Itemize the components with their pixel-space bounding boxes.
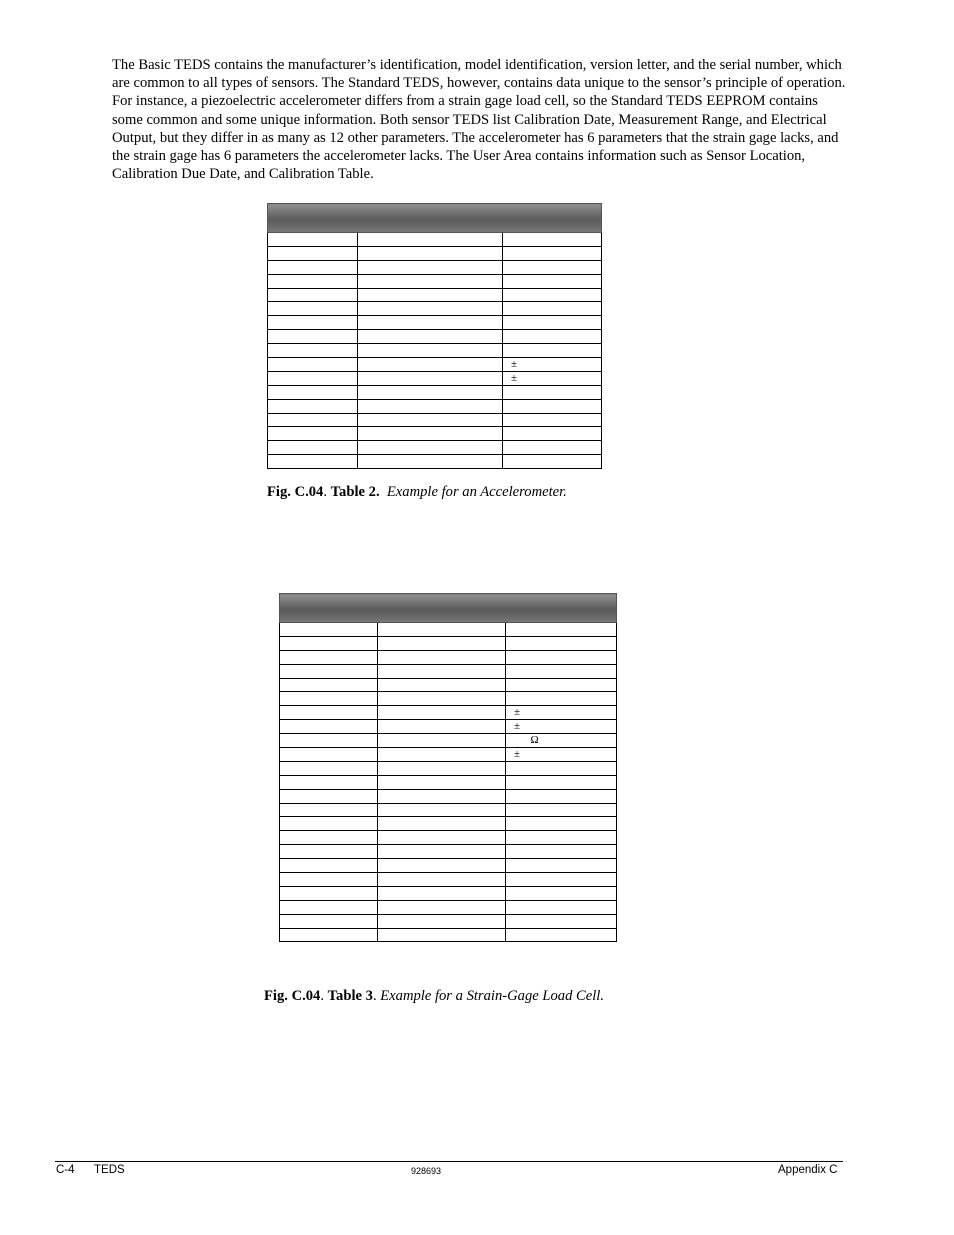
table-row bbox=[268, 274, 602, 288]
table-cell bbox=[280, 734, 378, 748]
table-cell bbox=[506, 928, 617, 942]
table-cell bbox=[378, 803, 506, 817]
table-cell bbox=[378, 859, 506, 873]
table-cell bbox=[378, 720, 506, 734]
table-cell bbox=[268, 441, 358, 455]
table-cell bbox=[280, 886, 378, 900]
table-cell bbox=[503, 302, 602, 316]
table-row bbox=[280, 664, 617, 678]
table-cell bbox=[503, 274, 602, 288]
table-cell bbox=[280, 650, 378, 664]
table-row bbox=[268, 330, 602, 344]
table-cell bbox=[280, 678, 378, 692]
table-cell bbox=[280, 623, 378, 637]
table-row bbox=[280, 623, 617, 637]
table-cell bbox=[503, 260, 602, 274]
table-cell bbox=[358, 385, 503, 399]
table-cell bbox=[268, 413, 358, 427]
caption-separator: . bbox=[372, 988, 381, 1004]
table-cell bbox=[280, 748, 378, 762]
footer-doc-number: 928693 bbox=[411, 1166, 442, 1176]
table-cell bbox=[268, 233, 358, 247]
table-header-band bbox=[268, 204, 602, 233]
table-row bbox=[280, 678, 617, 692]
table-cell bbox=[280, 873, 378, 887]
table-cell bbox=[268, 274, 358, 288]
table-cell bbox=[503, 316, 602, 330]
table-cell bbox=[280, 720, 378, 734]
table-cell bbox=[506, 831, 617, 845]
table-cell bbox=[503, 246, 602, 260]
caption-fig-label: Fig. C.04 bbox=[264, 988, 321, 1004]
table-row bbox=[268, 260, 602, 274]
table-cell bbox=[506, 817, 617, 831]
table-header-band bbox=[280, 594, 617, 623]
table-cell bbox=[280, 775, 378, 789]
table-row bbox=[280, 873, 617, 887]
footer-page-number: C-4 bbox=[56, 1164, 75, 1176]
table-cell bbox=[506, 761, 617, 775]
caption-description: Example for a Strain-Gage Load Cell. bbox=[380, 988, 605, 1004]
table-cell bbox=[358, 288, 503, 302]
table-cell bbox=[378, 692, 506, 706]
table-cell bbox=[358, 427, 503, 441]
table-cell bbox=[268, 427, 358, 441]
footer-appendix: Appendix C bbox=[778, 1164, 838, 1176]
table-cell bbox=[280, 859, 378, 873]
table-cell bbox=[268, 455, 358, 469]
table-row bbox=[268, 233, 602, 247]
table-cell bbox=[280, 817, 378, 831]
table-row bbox=[268, 316, 602, 330]
table-cell bbox=[503, 330, 602, 344]
table-cell bbox=[506, 692, 617, 706]
table-cell bbox=[378, 748, 506, 762]
table-row bbox=[268, 344, 602, 358]
table-cell bbox=[503, 233, 602, 247]
table-row bbox=[280, 928, 617, 942]
table-row bbox=[268, 302, 602, 316]
table-row bbox=[268, 371, 602, 385]
table-cell: Ω bbox=[506, 734, 617, 748]
table-cell bbox=[506, 775, 617, 789]
table-cell bbox=[358, 413, 503, 427]
table-cell bbox=[378, 678, 506, 692]
table-row bbox=[280, 734, 617, 748]
table-cell bbox=[378, 623, 506, 637]
table-cell bbox=[506, 650, 617, 664]
table-cell bbox=[280, 636, 378, 650]
table-cell bbox=[506, 623, 617, 637]
table-cell bbox=[378, 914, 506, 928]
table-row bbox=[268, 288, 602, 302]
table-cell bbox=[280, 914, 378, 928]
table-cell bbox=[358, 399, 503, 413]
table-cell bbox=[358, 455, 503, 469]
table-cell bbox=[506, 803, 617, 817]
table-cell bbox=[378, 664, 506, 678]
table3-caption bbox=[264, 988, 604, 1005]
table-cell bbox=[378, 831, 506, 845]
table-row bbox=[280, 720, 617, 734]
table-cell bbox=[378, 761, 506, 775]
table-cell bbox=[506, 900, 617, 914]
table-row bbox=[268, 358, 602, 372]
table-cell bbox=[378, 636, 506, 650]
table-cell bbox=[378, 734, 506, 748]
table-cell bbox=[378, 845, 506, 859]
table-cell bbox=[503, 344, 602, 358]
table-cell bbox=[378, 886, 506, 900]
table-cell bbox=[503, 413, 602, 427]
table-cell bbox=[503, 385, 602, 399]
table-cell bbox=[280, 664, 378, 678]
table-cell bbox=[280, 928, 378, 942]
accelerometer-teds-table bbox=[267, 203, 602, 469]
table-row bbox=[268, 413, 602, 427]
table-cell bbox=[268, 260, 358, 274]
body-paragraph: The Basic TEDS contains the manufacturer’s identification, model identification, version letter, and the serial number, which are common to all types of sensors. The Standard TEDS, however, contains data unique to the sensor’s principle of operation. For instance, a piezoelectric accelerometer differs from a strain gage load cell, so the Standard TEDS EEPROM contains some common and some unique information. Both sensor TEDS list Calibration Date, Measurement Range, and Electrical Output, but they differ in as many as 12 other parameters. The accelerometer has 6 parameters that the strain gage lacks, and the strain gage has 6 parameters the accelerometer lacks. The User Area contains information such as Sensor Location, Calibration Due Date, and Calibration Table. bbox=[112, 57, 846, 183]
table-row bbox=[280, 761, 617, 775]
table-cell bbox=[378, 706, 506, 720]
footer-section: TEDS bbox=[94, 1164, 125, 1176]
table-cell bbox=[503, 455, 602, 469]
table-cell bbox=[268, 371, 358, 385]
table-cell bbox=[280, 789, 378, 803]
table-cell bbox=[506, 859, 617, 873]
caption-table-label: Table 3 bbox=[327, 988, 373, 1004]
table-cell bbox=[378, 775, 506, 789]
table-cell bbox=[280, 845, 378, 859]
table-cell bbox=[268, 246, 358, 260]
table-row bbox=[280, 650, 617, 664]
caption-separator: . bbox=[320, 988, 328, 1004]
table-row bbox=[268, 385, 602, 399]
table-cell bbox=[280, 761, 378, 775]
caption-fig-label: Fig. C.04 bbox=[267, 484, 324, 500]
table-row bbox=[280, 886, 617, 900]
table-row bbox=[268, 246, 602, 260]
table-cell bbox=[268, 344, 358, 358]
table-cell bbox=[280, 692, 378, 706]
table-cell bbox=[503, 427, 602, 441]
table-cell bbox=[378, 900, 506, 914]
table-row bbox=[280, 845, 617, 859]
table-cell bbox=[506, 914, 617, 928]
caption-separator: . bbox=[323, 484, 331, 500]
table-cell bbox=[268, 358, 358, 372]
table-cell bbox=[268, 385, 358, 399]
table-cell bbox=[268, 316, 358, 330]
table2-caption bbox=[267, 484, 567, 501]
table-cell bbox=[280, 831, 378, 845]
table-cell bbox=[358, 233, 503, 247]
table-cell: ± bbox=[506, 748, 617, 762]
table-row bbox=[280, 817, 617, 831]
table-cell bbox=[503, 288, 602, 302]
table-cell bbox=[358, 316, 503, 330]
table-cell bbox=[506, 636, 617, 650]
table-cell bbox=[503, 441, 602, 455]
table-cell bbox=[268, 330, 358, 344]
table-cell bbox=[506, 845, 617, 859]
table-cell bbox=[506, 886, 617, 900]
table-row bbox=[280, 775, 617, 789]
table-cell bbox=[358, 344, 503, 358]
table-row bbox=[280, 636, 617, 650]
table-cell bbox=[378, 650, 506, 664]
table-cell bbox=[378, 928, 506, 942]
table-cell bbox=[378, 817, 506, 831]
table-cell bbox=[378, 873, 506, 887]
table-row bbox=[268, 455, 602, 469]
table-cell bbox=[268, 288, 358, 302]
table-cell bbox=[506, 678, 617, 692]
table-cell bbox=[503, 399, 602, 413]
table-cell bbox=[358, 274, 503, 288]
strain-gage-teds-table bbox=[279, 593, 617, 942]
footer-rule bbox=[55, 1161, 843, 1162]
table-cell bbox=[358, 302, 503, 316]
table-row bbox=[280, 706, 617, 720]
table-row bbox=[280, 900, 617, 914]
table-row bbox=[280, 803, 617, 817]
table-cell: ± bbox=[503, 371, 602, 385]
table-row bbox=[280, 789, 617, 803]
table-cell bbox=[506, 789, 617, 803]
table-cell: ± bbox=[506, 706, 617, 720]
table-row bbox=[280, 859, 617, 873]
table-row bbox=[268, 427, 602, 441]
table-cell bbox=[358, 371, 503, 385]
table-row bbox=[280, 692, 617, 706]
table-cell bbox=[280, 803, 378, 817]
table-cell bbox=[268, 302, 358, 316]
table-cell bbox=[358, 260, 503, 274]
table-cell bbox=[358, 246, 503, 260]
table-row bbox=[268, 399, 602, 413]
table-row bbox=[280, 748, 617, 762]
table-cell: ± bbox=[506, 720, 617, 734]
caption-table-label: Table 2. bbox=[330, 484, 380, 500]
table-cell bbox=[358, 330, 503, 344]
table-cell bbox=[358, 441, 503, 455]
table-row bbox=[280, 914, 617, 928]
table-cell bbox=[280, 900, 378, 914]
table-cell bbox=[378, 789, 506, 803]
table-cell bbox=[506, 664, 617, 678]
table-cell bbox=[358, 358, 503, 372]
table-row bbox=[268, 441, 602, 455]
table-cell bbox=[506, 873, 617, 887]
table-cell: ± bbox=[503, 358, 602, 372]
table-cell bbox=[280, 706, 378, 720]
table-cell bbox=[268, 399, 358, 413]
table-row bbox=[280, 831, 617, 845]
caption-description: Example for an Accelerometer. bbox=[386, 484, 567, 500]
